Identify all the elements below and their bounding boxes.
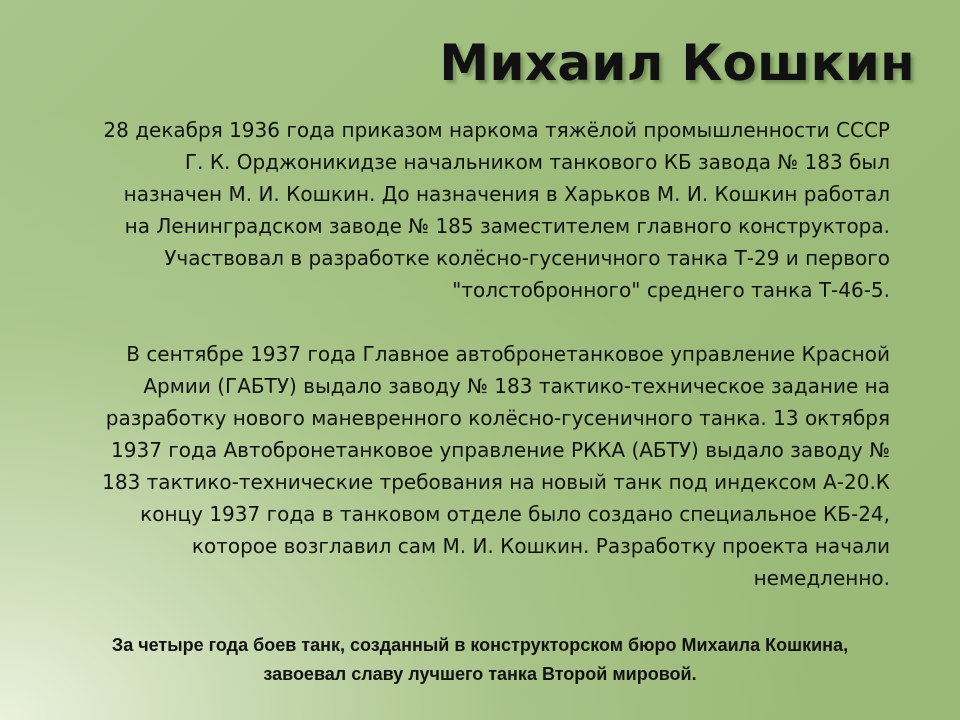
paragraph-1: 28 декабря 1936 года приказом наркома тяжёлой промышленности СССР Г. К. Орджоникидзе начальником танкового КБ завода № 183 был назначен М. И. Кошкин. До назначения в Харьков М. И. Кошкин работал на Ленинградском заводе № 185 заместителем главного конструктора. Участвовал в разработке колёсно-гусеничного танка Т-29 и первого "толстобронного" среднего танка Т-46-5. xyxy=(103,118,890,302)
footer-note: За четыре года боев танк, созданный в конструкторском бюро Михаила Кошкина, завоевал славу лучшего танка Второй мировой. xyxy=(111,635,849,684)
slide-title: Михаил Кошкин xyxy=(439,34,915,92)
body-text xyxy=(95,114,890,594)
paragraph-2: В сентябре 1937 года Главное автобронетанковое управление Красной Армии (ГАБТУ) выдало заводу № 183 тактико-техническое задание на разработку нового маневренного колёсно-гусеничного танка. 13 октября 1937 года Автобронетанковое управление РККА (АБТУ) выдало заводу № 183 тактико-технические требования на новый танк под индексом А-20.К концу 1937 года в танковом отделе было создано специальное КБ-24, которое возглавил сам М. И. Кошкин. Разработку проекта начали немедленно. xyxy=(102,342,890,590)
